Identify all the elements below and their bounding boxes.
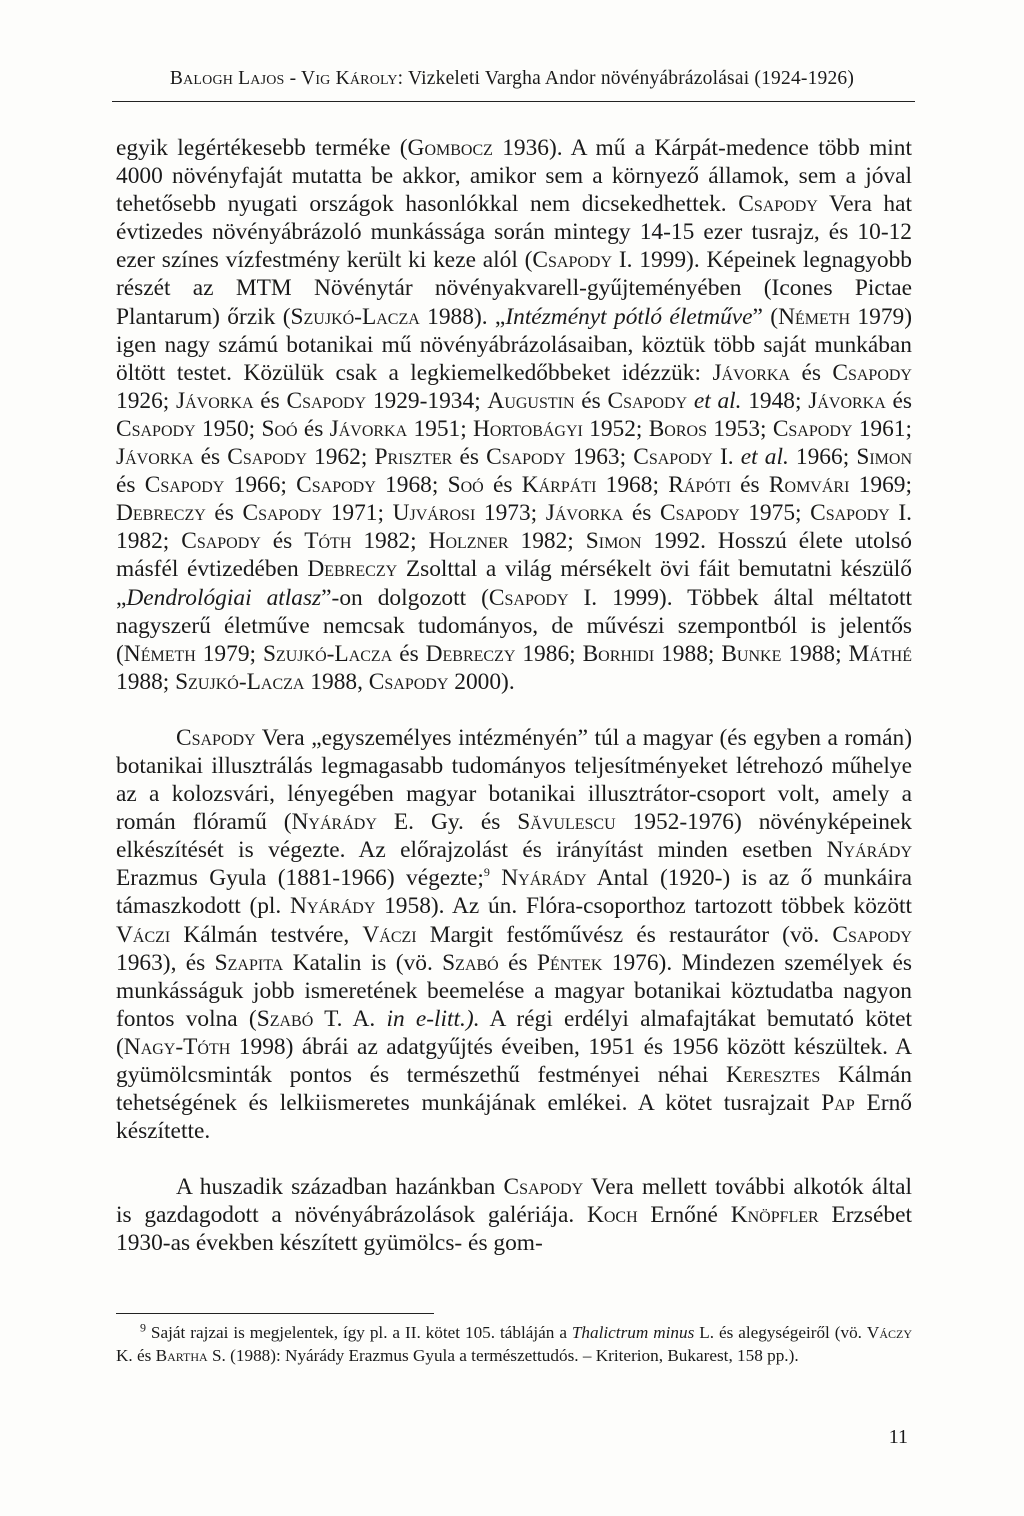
text-run: 1986; (515, 640, 583, 667)
author-name: Săvulescu (517, 809, 616, 836)
text-run: 1962; (306, 444, 375, 471)
author-name: Csapody (607, 387, 688, 414)
text-run (490, 865, 501, 891)
text-run: I. 1999). Többek által méltatott nagyszerű életműve nemcsak tudományos, de művészi szempontból is jelentős ( (116, 584, 913, 667)
text-run: 1979; (195, 640, 263, 667)
author-name: Boros (648, 415, 707, 442)
text-run: A huszadik században hazánkban (176, 1174, 504, 1201)
paragraph-2 (116, 724, 912, 1145)
running-header (112, 68, 912, 90)
text-run: 1951; (407, 415, 473, 442)
text-run: és (885, 387, 913, 414)
author-name: Szabó (442, 949, 499, 976)
author-name: Jávorka (808, 387, 886, 414)
author-name: Soó (447, 472, 484, 499)
author-name: Szujkó-Lacza (262, 640, 393, 667)
text-run: T. A. (313, 1005, 387, 1032)
text-run: egyik legértékesebb terméke ( (116, 135, 408, 161)
author-name: Csapody (660, 500, 740, 527)
author-name: Jávorka (329, 415, 408, 442)
text-run: Katalin is (vö. (283, 949, 443, 976)
author-name: Debreczy (425, 640, 516, 667)
author-name: Simon (585, 528, 642, 555)
author-name: Priszter (374, 444, 453, 471)
text-run: 1950; (195, 415, 262, 442)
author-name: Váczi (362, 921, 417, 948)
text-run: Antal (1920-) is az ő munkáira támaszkodott (pl. (116, 865, 912, 920)
text-run: 1936). A mű a Kárpát-medence több mint 4000 növényfaját mutatta be akkor, amikor sem a környező államok, sem a jóval tehetősebb nyugati országok hasonlókkal nem dicsekedhettek. (116, 135, 912, 218)
author-name: Csapody (368, 668, 449, 695)
author-name: Csapody (832, 921, 912, 948)
text-run: Zsolttal a világ mérsékelt övi fáit bemutatni készülő „ (116, 556, 912, 611)
text-run: Erzsébet 1930-as években készített gyümölcs- és gom- (116, 1202, 912, 1257)
text-run: és (790, 359, 833, 386)
author-name: Knöpfler (730, 1202, 819, 1229)
header-title: Vizkeleti Vargha Andor növényábrázolásai (1924-1926) (408, 68, 855, 89)
text-run: 1976). Mindezen személyek és munkásságuk jobb ismeretének beemelése a magyar botanikai köztudatba nagyon fontos volna ( (116, 949, 912, 1032)
text-run: és (297, 415, 330, 442)
text-run: és (193, 444, 228, 471)
author-name: Pap (821, 1090, 855, 1117)
text-run: és (392, 640, 426, 667)
author-name: Rápóti (668, 472, 731, 499)
text-run: Margit festőművész és restaurátor (vö. (416, 921, 833, 948)
author-name: Váczi (116, 921, 171, 948)
author-name: Jávorka (176, 387, 254, 414)
text-run: 1948; (741, 387, 809, 414)
header-rule (112, 101, 915, 102)
text-run: 1988; (654, 640, 722, 667)
author-name: Tóth (304, 528, 352, 555)
text-run: és (452, 444, 487, 471)
text-run: és (623, 500, 661, 527)
author-name: Ujvárosi (392, 500, 476, 527)
text-run: 1929-1934; (366, 387, 488, 414)
author-name: Romvári (768, 472, 850, 499)
author-name: Szabó (256, 1005, 314, 1032)
text-run: 1998) ábrái az adatgyűjtés éveiben, 1951 és 1956 között készültek. A gyümölcsminták pontos és természethű festményei néhai (116, 1033, 912, 1088)
author-name: Nyárády (826, 837, 912, 864)
author-name: Debreczy (307, 556, 398, 583)
text-run: 1966; (224, 472, 297, 499)
text-run: Erazmus Gyula (1881-1966) végezte; (116, 865, 484, 892)
footnote-ref: 9 (483, 865, 490, 880)
text-run: és (498, 949, 537, 976)
text-run: és (116, 472, 145, 499)
text-run: I. 1999). Képeinek legnagyobb részét az MTM Növénytár növényakvarell-gyűjteményében (Icones Pictae Plantarum) őrzik ( (116, 247, 912, 330)
author-name: Debreczy (116, 500, 206, 527)
author-name: Csapody (242, 500, 323, 527)
author-name: Jávorka (116, 444, 194, 471)
author-name: Csapody (144, 472, 225, 499)
author-name: Németh (123, 640, 196, 667)
text-run: Ernőné (637, 1202, 731, 1229)
paragraph-3 (116, 1173, 912, 1257)
body-text (116, 134, 912, 1258)
author-name: Péntek (536, 949, 603, 976)
author-name: Nagy-Tóth (123, 1033, 231, 1060)
author-name: Kárpáti (521, 472, 597, 499)
author-name: Csapody (181, 528, 261, 555)
text-run: 1975; (739, 500, 811, 527)
author-name: Csapody (286, 387, 367, 414)
author-name: Csapody (772, 415, 853, 442)
text-run: Ernő készítette. (116, 1090, 912, 1145)
author-name: Csapody (227, 444, 307, 471)
text-run: 1971; (322, 500, 393, 527)
author-name: Csapody (176, 724, 256, 751)
author-name: Csapody (296, 472, 376, 499)
italic-text: Dendrológiai atlasz (126, 584, 322, 611)
text-run: és (574, 387, 608, 414)
author-name: Nyárády (290, 893, 376, 920)
text-run: 1982; (351, 528, 429, 555)
text-run: 1952-1976) növényképeinek elkészítését is végezte. Az előrajzolást és irányítást minden esetben (116, 809, 912, 864)
text-run: és (483, 472, 522, 499)
author-name: Csapody (738, 191, 818, 218)
text-run: Saját rajzai is megjelentek, így pl. a II. kötet 105. tábláján a (146, 1323, 572, 1342)
italic-text: et al. (693, 387, 742, 414)
author-name: Szujkó-Lacza (175, 668, 305, 695)
text-run: I. (712, 444, 741, 471)
text-run: S. (1988): Nyárády Erazmus Gyula a természettudós. – Kriterion, Bukarest, 158 pp.). (207, 1345, 799, 1365)
footnote-rule (116, 1313, 434, 1314)
text-run: 1953; (706, 415, 773, 442)
author-name: Csapody (810, 500, 890, 527)
footnote-text (116, 1323, 912, 1365)
text-run: 1982; (508, 528, 586, 555)
italic-text: et al. (740, 444, 789, 471)
author-name: Csapody (116, 415, 196, 442)
author-name: Csapody (532, 247, 613, 274)
author-name: Holzner (428, 528, 509, 555)
author-name: Szujkó-Lacza (290, 303, 420, 330)
author-name: Németh (778, 303, 851, 330)
text-run: Vera mellett további alkotók által is gazdagodott a növényábrázolások galériája. (116, 1174, 912, 1229)
text-run: és (205, 500, 243, 527)
author-name: Keresztes (726, 1062, 821, 1088)
author-name: Csapody (503, 1174, 584, 1201)
italic-text: Thalictrum minus (571, 1323, 695, 1342)
text-run: I. 1982; (116, 500, 912, 555)
text-run: 1992. Hosszú élete utolsó másfél évtizedében (116, 528, 913, 583)
text-run: 1966; (788, 444, 857, 471)
author-name: Bunke (721, 640, 782, 667)
text-run: 1979) igen nagy számú botanikai mű növényábrázolásaiban, köztük több saját munkában öltött testet. Közülük csak a legkiemelkedőbbeket idézzük: (116, 303, 913, 386)
footnote (116, 1322, 912, 1367)
text-run: és (730, 472, 769, 499)
text-run: E. Gy. és (376, 809, 518, 836)
author-name: Máthé (848, 640, 912, 667)
author-name: Bartha (155, 1345, 208, 1365)
footnote-number: 9 (140, 1320, 146, 1335)
author-name: Csapody (832, 359, 912, 386)
header-authors: Balogh Lajos - Vig Károly: (169, 68, 404, 89)
text-run: 1988). „ (419, 303, 506, 330)
text-run: 1968; (375, 472, 448, 499)
author-name: Simon (856, 444, 913, 471)
text-run: L. és alegységeiről (vö. (694, 1323, 867, 1342)
author-name: Gombocz (407, 135, 493, 161)
text-run: 1988; (781, 640, 849, 667)
text-run: 2000). (448, 668, 515, 695)
text-run: 1926; (116, 387, 176, 414)
text-run: 1958). Az ún. Flóra-csoporthoz tartozott többek között (375, 893, 913, 920)
author-name: Koch (586, 1202, 638, 1229)
author-name: Augustin (487, 387, 575, 414)
author-name: Nyárády (291, 809, 377, 836)
italic-text: Intézményt pótló életműve (505, 303, 753, 330)
text-run: Vera „egyszemélyes intézményén” túl a magyar (és egyben a román) botanikai illusztrálás legmagasabb tudományos teljesítményeket létrehozó műhelye az a kolozsvári, lényegében magyar botanikai illusztrátor-csoport volt, amely a román flóramű ( (116, 724, 912, 836)
text-run: 1988; (116, 668, 176, 695)
author-name: Csapody (633, 444, 713, 471)
author-name: Nyárády (501, 865, 587, 892)
author-name: Csapody (488, 584, 569, 611)
text-run: 1973; (475, 500, 546, 527)
author-name: Jávorka (545, 500, 624, 527)
text-run: 1988, (304, 668, 369, 695)
text-run: és (260, 528, 305, 555)
text-run: ”-on dolgozott ( (321, 584, 489, 611)
italic-text: in e-litt.). (386, 1005, 480, 1032)
paragraph-1 (116, 134, 912, 696)
text-run: 1961; (852, 415, 912, 442)
text-run: ” ( (752, 303, 779, 330)
author-name: Csapody (486, 444, 566, 471)
text-run: 1968; (596, 472, 669, 499)
text-run: Vera hat évtizedes növényábrázoló munkássága során mintegy 14-15 ezer tusrajz, és 10-12 ezer színes vízfestmény került ki keze alól ( (116, 191, 912, 274)
author-name: Soó (261, 415, 298, 442)
author-name: Borhidi (582, 640, 655, 667)
text-run: 1963; (565, 444, 634, 471)
text-run: és (253, 387, 287, 414)
author-name: Szapita (214, 949, 284, 976)
text-run: 1952; (582, 415, 649, 442)
author-name: Hortobágyi (473, 415, 583, 442)
text-run: A régi erdélyi almafajtákat bemutató kötet ( (116, 1005, 912, 1060)
text-run: 1963), és (116, 949, 215, 976)
author-name: Váczy (866, 1323, 912, 1342)
text-run: K. és (116, 1345, 156, 1365)
text-run (687, 388, 694, 414)
text-run: 1969; (849, 472, 912, 499)
text-run: Kálmán tehetségének és lelkiismeretes munkájának emlékei. A kötet tusrajzait (116, 1062, 912, 1117)
text-run: Kálmán testvére, (170, 921, 363, 948)
author-name: Jávorka (712, 359, 790, 386)
page-number: 11 (888, 1426, 908, 1448)
